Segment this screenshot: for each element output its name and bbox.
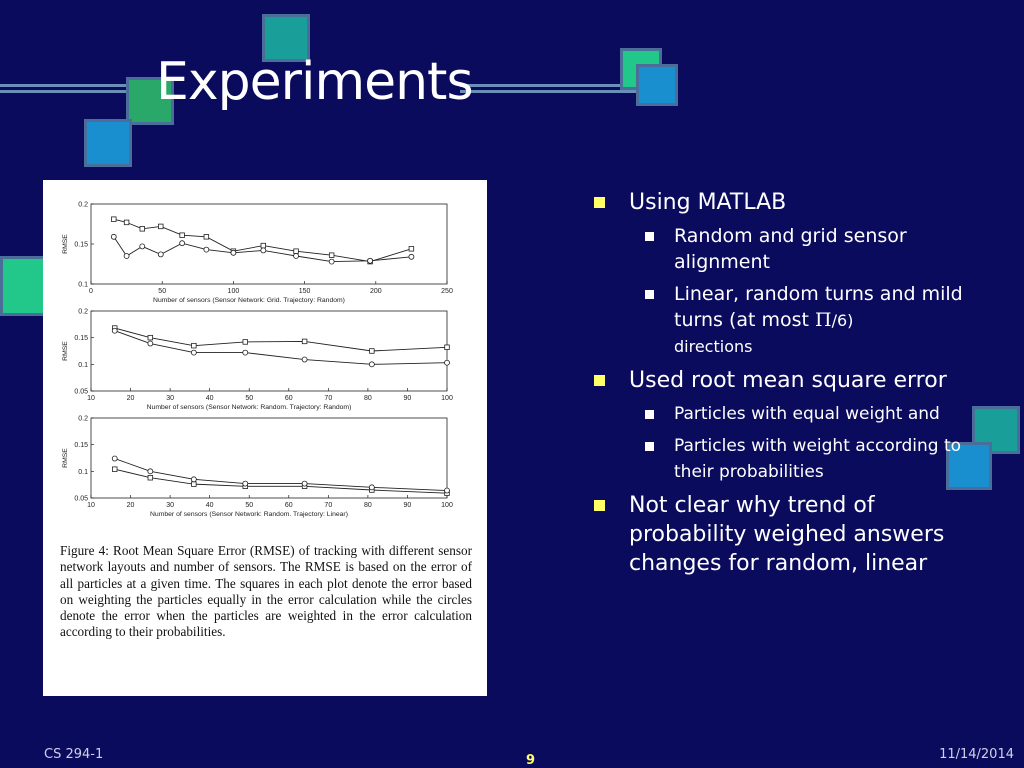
plot-frame [91,204,447,284]
x-tick-label: 20 [126,395,135,402]
subbullet-suffix: /6) [831,311,854,330]
bullet-text: Not clear why trend of probability weighed answers changes for random, linear [629,493,945,576]
subbullet-probability-weight [594,433,994,485]
y-tick-label: 0.1 [78,468,88,476]
figure-panel [43,180,487,696]
data-point-circle [140,244,145,249]
subbullet-marker [645,290,654,299]
data-point-circle [302,481,307,486]
x-tick-label: 20 [126,502,135,509]
data-point-circle [368,258,373,263]
series-line-squares [115,328,447,351]
data-point-square [148,475,153,480]
data-point-circle [148,341,153,346]
data-point-circle [445,360,450,365]
bullet-text: Using MATLAB [629,190,787,215]
data-point-circle [191,350,196,355]
y-axis-label: RMSE [62,234,69,254]
subbullet-text: Linear, random turns and mild turns (at most [674,283,963,331]
slide-title: Experiments [156,52,473,112]
data-point-circle [294,254,299,259]
data-point-circle [204,247,209,252]
data-point-circle [243,350,248,355]
x-tick-label: 70 [324,502,333,509]
data-point-square [261,243,266,248]
y-tick-label: 0.05 [74,495,88,503]
y-tick-label: 0.2 [78,201,88,209]
data-point-circle [369,362,374,367]
figure-caption: Figure 4: Root Mean Square Error (RMSE) of tracking with different sensor network layouts and number of sensors. The RMSE is based on the error of all particles at a given time. The squares in each plot denote the error based on weighting the particles equally in the error calculation while the circles denote the error when the particles are weighted in the error calculation according to their probabilities. [60,543,472,640]
footer-date: 11/14/2014 [939,747,1014,762]
x-tick-label: 10 [87,502,95,509]
bullet-marker [594,375,605,386]
data-point-circle [302,357,307,362]
y-tick-label: 0.2 [78,308,88,316]
data-point-circle [148,469,153,474]
data-point-circle [191,477,196,482]
subbullet-sensor-alignment [594,223,994,275]
x-tick-label: 50 [245,395,254,402]
series-line-squares [115,469,447,493]
y-tick-label: 0.1 [78,281,88,289]
data-point-square [329,253,334,258]
subbullet-text: Random and grid sensor alignment [674,225,907,273]
x-tick-label: 50 [245,502,254,509]
data-point-square [158,224,163,229]
data-point-square [204,235,209,240]
y-tick-label: 0.05 [74,388,88,396]
data-point-circle [180,241,185,246]
data-point-square [192,343,197,348]
x-tick-label: 30 [166,395,175,402]
bullet-list [594,188,994,584]
series-line-circles [115,331,447,365]
data-point-square [409,247,414,252]
data-point-circle [329,259,334,264]
data-point-circle [369,485,374,490]
bullet-marker [594,197,605,208]
data-point-square [180,233,185,238]
x-tick-label: 150 [298,288,311,295]
rmse-plots [43,180,487,540]
data-point-circle [445,488,450,493]
data-point-circle [261,248,266,253]
data-point-circle [231,250,236,255]
x-tick-label: 60 [284,395,293,402]
x-tick-label: 80 [363,502,372,509]
data-point-square [140,227,145,232]
x-tick-label: 100 [227,288,240,295]
x-tick-label: 50 [158,288,167,295]
data-point-square [124,220,129,225]
footer-course: CS 294-1 [44,747,104,762]
x-tick-label: 40 [205,502,214,509]
subbullet-trajectories [594,281,994,360]
series-line-circles [115,459,447,491]
bullet-rmse [594,366,994,395]
y-tick-label: 0.15 [74,241,88,249]
plot-frame [91,311,447,391]
bullet-marker [594,500,605,511]
x-tick-label: 90 [403,395,412,402]
data-point-square [111,217,116,222]
data-point-square [445,345,450,350]
y-tick-label: 0.2 [78,415,88,423]
data-point-circle [112,328,117,333]
data-point-square [112,467,117,472]
y-tick-label: 0.15 [74,442,88,450]
subbullet-marker [645,410,654,419]
decor-square [84,119,132,167]
decor-square [0,256,46,316]
pi-symbol: Π [815,309,832,331]
y-tick-label: 0.1 [78,361,88,369]
data-point-circle [111,234,116,239]
x-tick-label: 200 [369,288,382,295]
data-point-square [302,339,307,344]
data-point-square [192,482,197,487]
data-point-square [294,249,299,254]
x-axis-label: Number of sensors (Sensor Network: Grid. Trajectory: Random) [153,297,345,304]
x-tick-label: 0 [89,288,93,295]
decor-line-top-right-2 [460,90,660,93]
data-point-circle [112,456,117,461]
bullet-text: Used root mean square error [629,368,947,393]
footer-page-number: 9 [526,753,536,768]
x-tick-label: 250 [441,288,453,295]
subbullet-text: Particles with equal weight and [674,404,940,424]
x-tick-label: 100 [441,502,453,509]
data-point-circle [124,254,129,259]
data-point-square [370,349,375,354]
decor-square [636,64,678,106]
x-tick-label: 100 [441,395,453,402]
x-axis-label: Number of sensors (Sensor Network: Random. Trajectory: Linear) [150,511,348,518]
data-point-circle [158,252,163,257]
x-axis-label: Number of sensors (Sensor Network: Random. Trajectory: Random) [146,404,352,411]
subbullet-tail: directions [674,337,753,356]
x-tick-label: 90 [403,502,412,509]
bullet-using-matlab [594,188,994,217]
x-tick-label: 30 [166,502,175,509]
x-tick-label: 80 [363,395,372,402]
data-point-square [148,335,153,340]
data-point-square [243,340,248,345]
x-tick-label: 70 [324,395,333,402]
subbullet-marker [645,442,654,451]
x-tick-label: 10 [87,395,95,402]
data-point-circle [409,254,414,259]
subbullet-text: Particles with weight according to their probabilities [674,436,962,482]
subbullet-equal-weight [594,401,994,427]
y-axis-label: RMSE [62,448,69,468]
subbullet-marker [645,232,654,241]
y-tick-label: 0.15 [74,335,88,343]
data-point-circle [243,481,248,486]
x-tick-label: 60 [284,502,293,509]
bullet-not-clear [594,491,994,578]
x-tick-label: 40 [205,395,214,402]
y-axis-label: RMSE [62,341,69,361]
